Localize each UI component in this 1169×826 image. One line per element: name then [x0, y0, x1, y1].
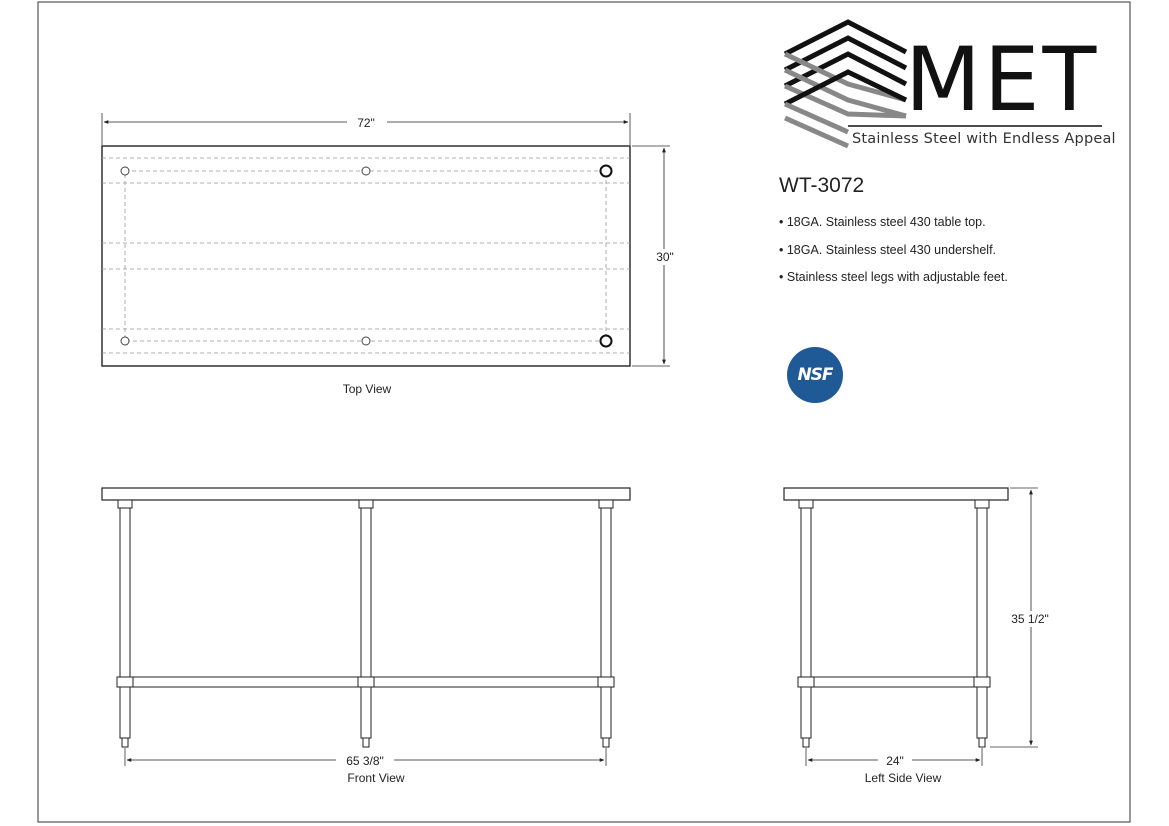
product-model: WT-3072	[779, 174, 865, 197]
brand-name: MET	[905, 28, 1100, 131]
side-leg-back	[977, 508, 987, 738]
table-top-outline	[102, 146, 630, 366]
front-view	[102, 488, 630, 747]
front-leg-span-dimension: 65 3/8"	[346, 754, 384, 768]
top-depth-dimension: 30"	[656, 250, 674, 264]
front-leg-middle	[361, 508, 371, 738]
feature-item: • 18GA. Stainless steel 430 table top.	[779, 212, 1008, 240]
nsf-certification-badge: NSF	[787, 347, 843, 403]
side-view	[784, 488, 1008, 747]
feature-item: • Stainless steel legs with adjustable feet.	[779, 267, 1008, 295]
front-view-label: Front View	[347, 771, 405, 785]
side-view-label: Left Side View	[864, 771, 942, 785]
brand-tagline: Stainless Steel with Endless Appeal	[852, 131, 1116, 147]
front-table-top	[102, 488, 630, 500]
front-leg-left	[120, 508, 130, 738]
side-depth-dimension: 24"	[886, 754, 904, 768]
side-leg-front	[801, 508, 811, 738]
top-width-dimension: 72"	[357, 116, 375, 130]
top-view-label: Top View	[342, 382, 392, 396]
feature-list	[779, 212, 1008, 295]
front-leg-span-dimension-group	[125, 748, 606, 785]
side-undershelf	[799, 677, 989, 687]
top-view	[102, 113, 680, 396]
side-dimension-group	[806, 488, 1056, 785]
side-height-dimension: 35 1/2"	[1011, 612, 1049, 626]
side-table-top	[784, 488, 1008, 500]
front-leg-right	[601, 508, 611, 738]
feature-item: • 18GA. Stainless steel 430 undershelf.	[779, 240, 1008, 268]
